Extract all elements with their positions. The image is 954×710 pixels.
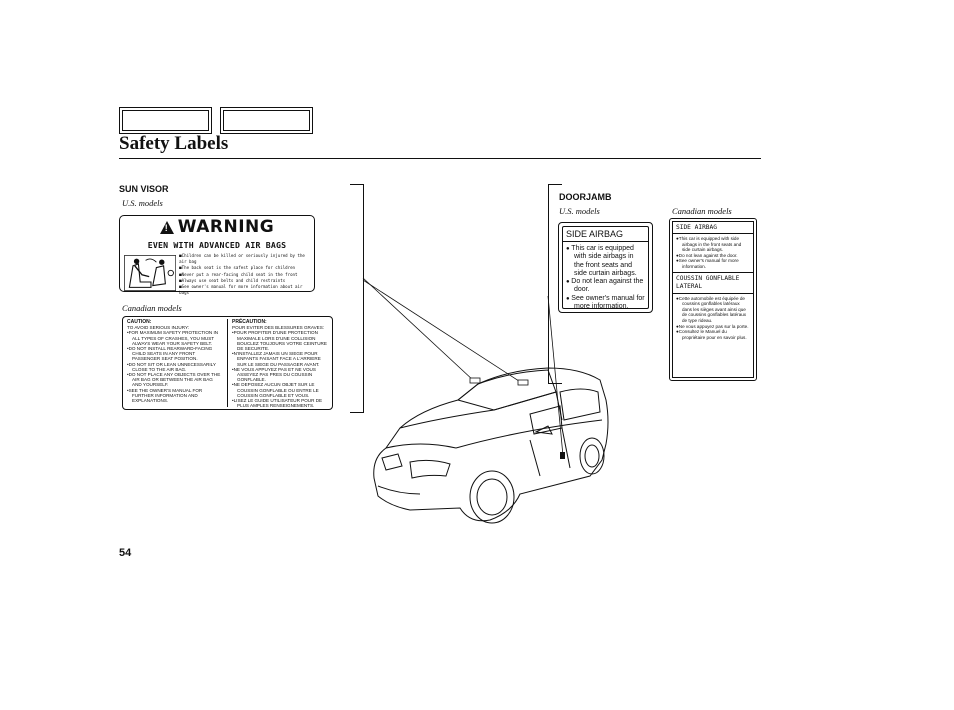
warning-subtitle: EVEN WITH ADVANCED AIR BAGS [147,240,287,250]
page-number: 54 [119,547,132,559]
visor-leader-line [363,278,474,381]
warning-banner-text: WARNING [177,217,275,237]
list-item: • DO NOT SIT OR LEAN UNNECESSARILY CLOSE TO THE AIR BAG. [127,362,223,372]
precaution-heading: PRÉCAUTION: [232,319,267,325]
doorjamb-us-caption: U.S. models [559,206,600,216]
list-item: ● This car is equipped with side airbags in the front seats and side curtain airbags. [676,236,750,253]
list-item: ■ Children can be killed or seriously injured by the air bag [179,253,310,265]
doorjamb-label-marker [560,452,565,459]
list-item: • POUR PROFITER D'UNE PROTECTION MAXIMALE LORS D'UNE COLLISION BOUCLEZ TOUJOURS VOTRE CEINTURE DE SECURITE. [232,330,328,351]
visor-leader-line [363,280,522,383]
list-item: • DO NOT PLACE ANY OBJECTS OVER THE AIR BAG OR BETWEEN THE AIR BAG AND YOURSELF. [127,372,223,388]
precaution-intro: POUR EVITER DES BLESSURES GRAVES: [232,325,325,331]
list-item: • DO NOT INSTALL REARWARD-FACING CHILD SEATS IN ANY FRONT PASSENGER SEAT POSITION. [127,346,223,362]
fr-title-line-2: LATERAL [676,282,703,290]
list-item: ■ See owner's manual for more information about air bags [179,284,310,296]
car-body [374,368,608,523]
list-item: ■ Never put a rear-facing child seat in the front [179,272,310,278]
list-item: ● Consultez le Manuel du propriétaire pour en savoir plus. [676,329,750,340]
list-item: ● Cette automobile est équipée de coussins gonflables latéraux dans les sièges avant ainsi que de coussins gonflables latéraux de type rideau. [676,296,750,324]
list-item: • NE VOUS APPUYEZ PAS ET NE VOUS ASSEYEZ PAS PRES DU COUSSIN GONFLABLE. [232,367,328,383]
page-title: Safety Labels [119,133,229,154]
list-item: ■ The back seat is the safest place for children [179,265,310,271]
caution-intro: TO AVOID SERIOUS INJURY: [127,325,190,331]
sun-visor-canadian-caption: Canadian models [122,303,182,313]
list-item: • FOR MAXIMUM SAFETY PROTECTION IN ALL TYPES OF CRASHES, YOU MUST ALWAYS WEAR YOUR SAFETY BELT. [127,330,223,346]
list-item: ■ Always use seat belts and child restraints [179,278,310,284]
list-item: ● Do not lean against the door. [566,278,645,295]
doorjamb-canadian-caption: Canadian models [672,206,732,216]
list-item: ● Ne vous appuyez pas sur la porte. [676,324,750,330]
list-item: ● See owner's manual for more information. [676,258,750,269]
caution-heading: CAUTION: [127,319,152,325]
list-item: • SEE THE OWNER'S MANUAL FOR FURTHER INFORMATION AND EXPLANATIONS. [127,388,223,404]
list-item: ● See owner's manual for more information. [566,295,645,312]
side-airbag-title-en: SIDE AIRBAG [673,222,753,234]
list-item: ● This car is equipped with side airbags in the front seats and side curtain airbags. [566,245,645,278]
visor-label-marker [518,380,528,385]
side-airbag-title: SIDE AIRBAG [563,229,648,242]
sun-visor-us-caption: U.S. models [122,198,163,208]
sun-visor-heading: SUN VISOR [119,184,169,194]
fr-title-line-1: COUSSIN GONFLABLE [676,274,740,282]
doorjamb-heading: DOORJAMB [559,192,612,202]
list-item: • LISEZ LE GUIDE UTILISATEUR POUR DE PLUS AMPLES RENSEIGNEMENTS. [232,398,328,408]
list-item: • N'INSTALLEZ JAMAIS UN SIEGE POUR ENFANTS FAISANT FACE A L'ARRIERE SUR LE SIEGE DU PASSAGER AVANT. [232,351,328,367]
list-item: • NE DEPOSEZ AUCUN OBJET SUR LE COUSSIN GONFLABLE OU ENTRE LE COUSSIN GONFLABLE ET VOUS. [232,382,328,398]
visor-label-marker [470,378,480,383]
list-item: ● Do not lean against the door. [676,253,750,259]
